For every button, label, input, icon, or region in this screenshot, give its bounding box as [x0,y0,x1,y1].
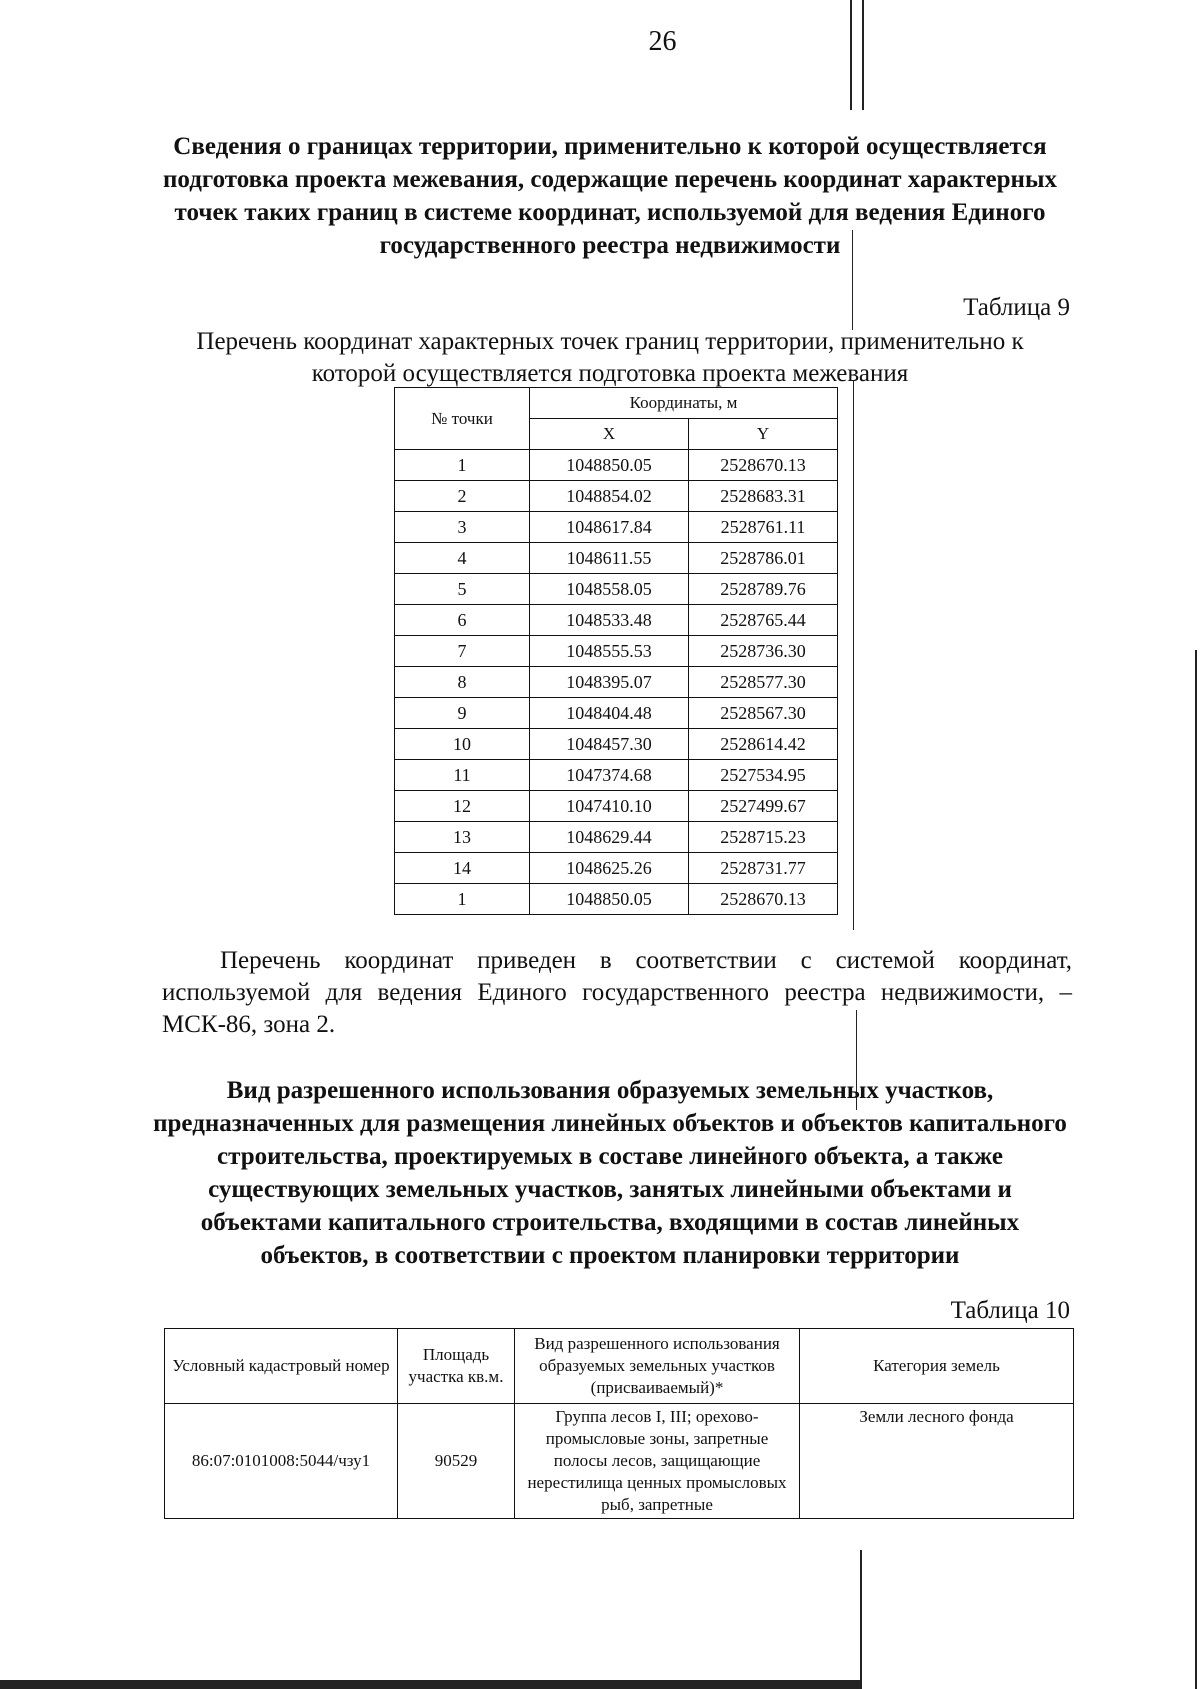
table-cell-x: 1048850.05 [530,884,689,915]
table-cell-point: 8 [395,667,530,698]
table-cell-point: 6 [395,605,530,636]
table-row [395,667,838,698]
table-caption-10: Таблица 10 [950,1297,1070,1324]
header-y: Y [689,419,838,450]
header-x: X [530,419,689,450]
table-cell-x: 1048854.02 [530,481,689,512]
scan-artifact-line [862,0,864,110]
table-cell-x: 1048457.30 [530,729,689,760]
table-cell-point: 5 [395,574,530,605]
section-heading-land-use: Вид разрешенного использования образуемых земельных участков, предназначенных для размещения линейных объектов и объектов капитального строительства, проектируемых в составе линейного объекта, а также существующих земельных участков, занятых линейными объектами и объектами капитального строительства, входящими в состав линейных объектов, в соответствии с проектом планировки территории [153,1077,1067,1269]
table-cell-x: 1048625.26 [530,853,689,884]
table-row [395,884,838,915]
table-row [395,574,838,605]
table-cell-x: 1048629.44 [530,822,689,853]
table-cell-point: 3 [395,512,530,543]
table-cell-point: 2 [395,481,530,512]
table-cell-y: 2527499.67 [689,791,838,822]
table-row [395,450,838,481]
table-cell-x: 1047374.68 [530,760,689,791]
table-row [395,512,838,543]
table-cell-point: 14 [395,853,530,884]
table-cell-y: 2528715.23 [689,822,838,853]
table-row [395,605,838,636]
scan-artifact-line [1195,650,1197,1689]
table-row [395,543,838,574]
scan-artifact-line [850,0,852,110]
table-cell-y: 2528683.31 [689,481,838,512]
header-land-category: Категория земель [800,1329,1074,1404]
table-cell-y: 2528731.77 [689,853,838,884]
table-cell-y: 2528577.30 [689,667,838,698]
header-coordinates: Координаты, м [530,388,838,419]
table-cell-x: 1048611.55 [530,543,689,574]
table-row [395,822,838,853]
table-cell-point: 4 [395,543,530,574]
table-caption-9: Таблица 9 [963,294,1070,321]
table-header-row [395,388,838,419]
table-cell-point: 10 [395,729,530,760]
scan-artifact-line [860,1550,862,1689]
table-cell-point: 1 [395,450,530,481]
land-use-table [164,1328,1074,1519]
table-cell-y: 2528614.42 [689,729,838,760]
table-row [165,1404,1074,1519]
header-point-number: № точки [395,388,530,450]
table-cell-x: 1047410.10 [530,791,689,822]
header-permitted-use: Вид разрешенного использования образуемых земельных участков (присваиваемый)* [515,1329,800,1404]
table-cell-area: 90529 [398,1404,515,1519]
table-cell-y: 2528567.30 [689,698,838,729]
scan-artifact-line [853,380,854,930]
table-header-row [165,1329,1074,1404]
table-cell-y: 2528670.13 [689,450,838,481]
table-cell-y: 2528765.44 [689,605,838,636]
table-cell-y: 2528786.01 [689,543,838,574]
table-cell-y: 2528670.13 [689,884,838,915]
table-cell-y: 2528789.76 [689,574,838,605]
coordinates-system-note: Перечень координат приведен в соответствии с системой координат, используемой для ведения Единого государственного реестра недвижимости, – МСК-86, зона 2. [162,947,1072,1038]
table-row [395,698,838,729]
table-cell-point: 1 [395,884,530,915]
table-row [395,729,838,760]
table-cell-use: Группа лесов I, III; орехово-промысловые зоны, запретные полосы лесов, защищающие нерестилища ценных промысловых рыб, запретные [515,1404,800,1519]
table-cell-category: Земли лесного фонда [800,1404,1074,1519]
table-cell-x: 1048558.05 [530,574,689,605]
table-cell-y: 2528736.30 [689,636,838,667]
coordinates-table [394,387,838,915]
table-row [395,791,838,822]
table-cell-point: 9 [395,698,530,729]
table-cell-point: 7 [395,636,530,667]
header-area: Площадь участка кв.м. [398,1329,515,1404]
table-cell-y: 2527534.95 [689,760,838,791]
header-cadastral-number: Условный кадастровый номер [165,1329,398,1404]
table-row [395,636,838,667]
table-row [395,481,838,512]
table-cell-cadastral: 86:07:0101008:5044/чзу1 [165,1404,398,1519]
page-number: 26 [648,26,677,57]
section-heading-boundaries: Сведения о границах территории, применительно к которой осуществляется подготовка проекта межевания, содержащие перечень координат характерных точек таких границ в системе координат, используемой для ведения Единого государственного реестра недвижимости [163,133,1057,259]
table-row [395,760,838,791]
table-cell-x: 1048555.53 [530,636,689,667]
coordinates-table-body [395,450,838,915]
table-cell-point: 12 [395,791,530,822]
table-cell-x: 1048533.48 [530,605,689,636]
table-cell-x: 1048617.84 [530,512,689,543]
table-cell-x: 1048404.48 [530,698,689,729]
table-cell-point: 11 [395,760,530,791]
table-cell-x: 1048850.05 [530,450,689,481]
table-cell-y: 2528761.11 [689,512,838,543]
table-cell-x: 1048395.07 [530,667,689,698]
land-use-table-body [165,1404,1074,1519]
coordinates-list-title: Перечень координат характерных точек границ территории, применительно к которой осуществляется подготовка проекта межевания [196,328,1024,387]
scan-artifact-line [0,1680,860,1689]
table-cell-point: 13 [395,822,530,853]
table-row [395,853,838,884]
